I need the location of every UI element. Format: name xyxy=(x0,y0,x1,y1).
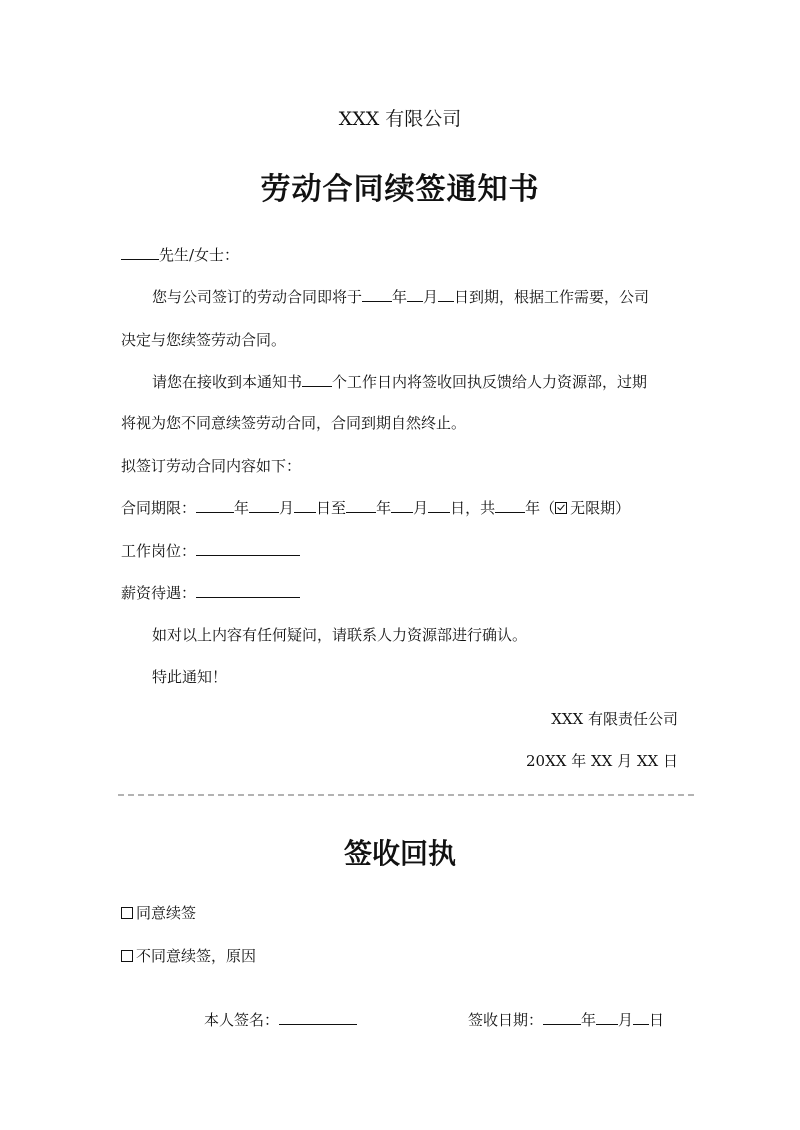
expiry-paragraph-line2: 决定与您续签劳动合同。 xyxy=(121,331,287,349)
unlimited-term-checkbox[interactable] xyxy=(555,502,567,514)
receipt-month-text: 月 xyxy=(618,1011,634,1029)
contract-term-label: 合同期限： xyxy=(121,499,197,517)
deadline-paragraph-line1 xyxy=(152,371,647,392)
contract-term-line xyxy=(121,497,630,518)
deadline-paragraph-line2: 将视为您不同意续签劳动合同，合同到期自然终止。 xyxy=(121,414,467,432)
signature-label: 本人签名： xyxy=(204,1011,280,1029)
term-year-text: 年 xyxy=(234,499,250,517)
disagree-option[interactable] xyxy=(121,945,256,966)
expiry-year-blank[interactable] xyxy=(362,287,392,302)
workdays-blank[interactable] xyxy=(302,372,332,387)
term-month-text: 月 xyxy=(279,499,295,517)
term-day-to-text: 日至 xyxy=(316,499,347,517)
position-blank[interactable] xyxy=(196,541,300,556)
term-start-year-blank[interactable] xyxy=(196,498,234,513)
receipt-day-blank[interactable] xyxy=(633,1010,649,1025)
signer-company: XXX 有限责任公司 xyxy=(551,710,678,728)
unlimited-term-label: 无限期） xyxy=(570,499,631,517)
agree-option[interactable] xyxy=(121,902,196,923)
disagree-checkbox[interactable] xyxy=(121,950,133,962)
expiry-day-blank[interactable] xyxy=(438,287,454,302)
disagree-label: 不同意续签，原因 xyxy=(136,947,257,965)
receipt-date-line xyxy=(468,1009,664,1030)
deadline-text-a: 请您在接收到本通知书 xyxy=(152,373,303,391)
term-start-month-blank[interactable] xyxy=(249,498,279,513)
term-start-day-blank[interactable] xyxy=(294,498,316,513)
term-day2-text: 日，共 xyxy=(450,499,496,517)
position-label: 工作岗位： xyxy=(121,542,197,560)
receipt-date-label: 签收日期： xyxy=(468,1011,544,1029)
term-end-month-blank[interactable] xyxy=(391,498,413,513)
notice-date: 20XX 年 XX 月 XX 日 xyxy=(526,752,678,770)
receipt-day-text: 日 xyxy=(649,1011,665,1029)
day-label-text: 日到期，根据工作需要，公司 xyxy=(454,288,650,306)
cut-line-divider xyxy=(118,794,694,796)
term-year2-text: 年 xyxy=(376,499,392,517)
closing-text: 特此通知！ xyxy=(152,668,228,686)
agree-checkbox[interactable] xyxy=(121,907,133,919)
receipt-title: 签收回执 xyxy=(343,837,456,870)
term-years-total-text: 年（ xyxy=(525,499,556,517)
year-label: 年 xyxy=(392,288,408,306)
term-total-years-blank[interactable] xyxy=(495,498,525,513)
term-end-year-blank[interactable] xyxy=(346,498,376,513)
expiry-text: 您与公司签订的劳动合同即将于 xyxy=(152,288,363,306)
receipt-year-text: 年 xyxy=(581,1011,597,1029)
salary-blank[interactable] xyxy=(196,583,300,598)
term-end-day-blank[interactable] xyxy=(428,498,450,513)
content-intro: 拟签订劳动合同内容如下： xyxy=(121,457,302,475)
receipt-year-blank[interactable] xyxy=(543,1010,581,1025)
expiry-month-blank[interactable] xyxy=(407,287,423,302)
signature-blank[interactable] xyxy=(279,1010,357,1025)
position-line xyxy=(121,540,300,561)
company-header: XXX 有限公司 xyxy=(338,108,462,130)
expiry-paragraph-line1 xyxy=(152,286,649,307)
salary-line xyxy=(121,582,300,603)
deadline-text-b: 个工作日内将签收回执反馈给人力资源部，过期 xyxy=(332,373,648,391)
salutation-line xyxy=(121,244,239,265)
inquiry-text: 如对以上内容有任何疑问，请联系人力资源部进行确认。 xyxy=(152,626,528,644)
signature-line xyxy=(204,1009,357,1030)
document-title: 劳动合同续签通知书 xyxy=(260,172,540,207)
term-month2-text: 月 xyxy=(413,499,429,517)
receipt-month-blank[interactable] xyxy=(596,1010,618,1025)
month-label: 月 xyxy=(423,288,439,306)
salary-label: 薪资待遇： xyxy=(121,584,197,602)
agree-label: 同意续签 xyxy=(136,904,197,922)
salutation-text: 先生/女士： xyxy=(159,246,240,264)
name-blank[interactable] xyxy=(121,245,159,260)
